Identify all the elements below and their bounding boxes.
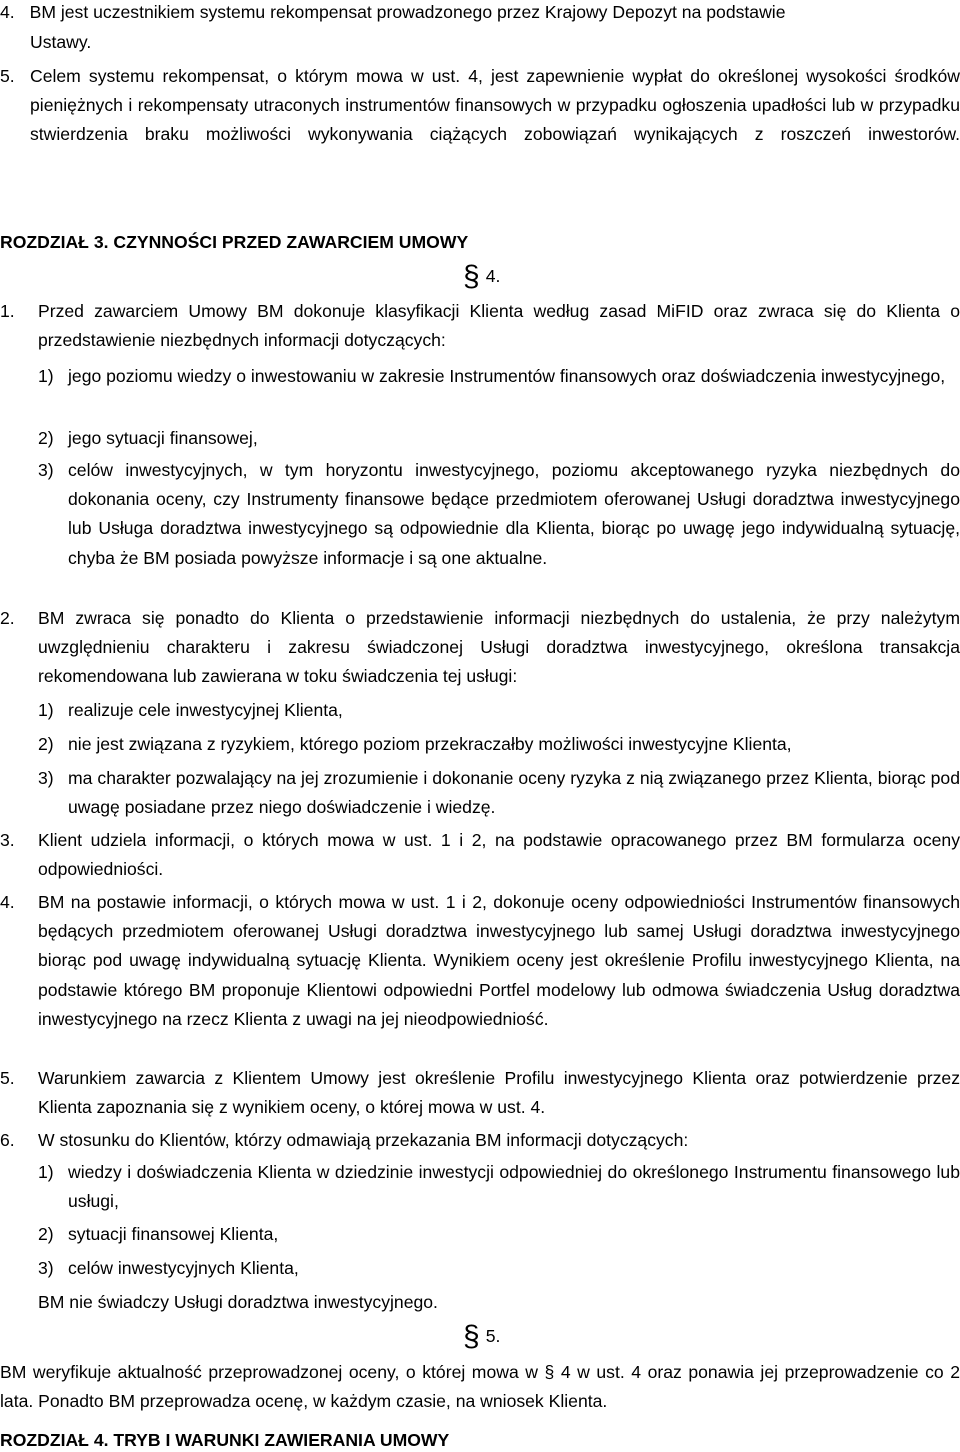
subitem-text: realizuje cele inwestycyjnej Klienta, xyxy=(68,700,343,720)
subitem-number: 2) xyxy=(38,428,54,448)
section-4-1-sub-1 xyxy=(38,362,960,391)
section-4-item-3 xyxy=(0,826,960,884)
section-4-item-2 xyxy=(0,604,960,692)
subitem-text: jego poziomu wiedzy o inwestowaniu w zakresie Instrumentów finansowych oraz doświadczenia inwestycyjnego, xyxy=(68,366,946,386)
item-number: 1. xyxy=(0,301,15,321)
section-4-item-4 xyxy=(0,888,960,1034)
section-heading xyxy=(463,1322,500,1352)
subitem-number: 1) xyxy=(38,700,54,720)
item-text: BM zwraca się ponadto do Klienta o przedstawienie informacji niezbędnych do ustalenia, że przy należytym uwzględnieniu charakteru i zakresu świadczonej Usługi doradztwa inwestycyjnego, określona transakcja rekomendowana lub zawierana w toku świadczenia tej usługi: xyxy=(38,608,960,687)
section-number: 5. xyxy=(485,1326,501,1346)
paragraph-text: BM weryfikuje aktualność przeprowadzonej oceny, o której mowa w § 4 w ust. 4 oraz ponawia jej przeprowadzenie co 2 lata. Ponadto BM przeprowadza ocenę, w każdym czasie, na wniosek Klienta. xyxy=(0,1362,960,1412)
section-4-2-sub-3 xyxy=(38,764,960,822)
subitem-number: 2) xyxy=(38,1224,54,1244)
section-4-6-sub-3 xyxy=(38,1254,960,1283)
subitem-number: 1) xyxy=(38,366,54,386)
subitem-text: nie jest związana z ryzykiem, którego poziom przekraczałby możliwości inwestycyjne Klienta, xyxy=(68,734,792,754)
subitem-text: celów inwestycyjnych Klienta, xyxy=(68,1258,299,1278)
section-4-item-5 xyxy=(0,1064,960,1122)
section-4-1-sub-3 xyxy=(38,456,960,573)
item-number: 3. xyxy=(0,830,15,850)
paragraph-number: 5. xyxy=(0,66,15,86)
section-number: 4. xyxy=(485,266,501,286)
section-4-item-1 xyxy=(0,297,960,355)
subitem-number: 2) xyxy=(38,734,54,754)
section-4-2-sub-2 xyxy=(38,730,960,759)
section-4-6-sub-2 xyxy=(38,1220,960,1249)
paragraph-5 xyxy=(0,62,960,150)
item-number: 6. xyxy=(0,1130,15,1150)
item-text: Przed zawarciem Umowy BM dokonuje klasyfikacji Klienta według zasad MiFID oraz zwraca się do Klienta o przedstawienie niezbędnych informacji dotyczących: xyxy=(38,301,960,351)
paragraph-text: BM jest uczestnikiem systemu rekompensat prowadzonego przez Krajowy Depozyt na podstawie xyxy=(29,2,786,22)
subitem-number: 3) xyxy=(38,460,54,480)
item-text: Klient udziela informacji, o których mowa w ust. 1 i 2, na podstawie opracowanego przez BM formularza oceny odpowiedniości. xyxy=(38,830,960,880)
subitem-number: 3) xyxy=(38,768,54,788)
subitem-text: wiedzy i doświadczenia Klienta w dziedzinie inwestycji odpowiedniej do określonego Instrumentu finansowego lub usługi, xyxy=(68,1162,960,1212)
section-4-6-closing: BM nie świadczy Usługi doradztwa inwestycyjnego. xyxy=(38,1292,438,1312)
item-number: 2. xyxy=(0,608,15,628)
section-4-item-6 xyxy=(0,1126,960,1155)
item-number: 5. xyxy=(0,1068,15,1088)
subitem-text: celów inwestycyjnych, w tym horyzontu inwestycyjnego, poziomu akceptowanego ryzyka niezbędnych do dokonania oceny, czy Instrumenty finansowe będące przedmiotem oferowanej Usługi doradztwa inwestycyjnego lub Usługa doradztwa inwestycyjnego są odpowiednie dla Klienta, biorąc po uwagę jego indywidualną sytuację, chyba że BM posiada powyższe informacje i są one aktualne. xyxy=(68,460,960,568)
section-4-1-sub-2 xyxy=(38,424,960,453)
subitem-number: 3) xyxy=(38,1258,54,1278)
item-text: BM na postawie informacji, o których mowa w ust. 1 i 2, dokonuje oceny odpowiedniości Instrumentów finansowych będących przedmiotem oferowanej Usługi doradztwa inwestycyjnego lub samej Usługi doradztwa inwestycyjnego biorąc pod uwagę indywidualną sytuację Klienta. Wynikiem oceny jest określenie Profilu inwestycyjnego Klienta, na podstawie którego BM proponuje Klientowi odpowiedni Portfel modelowy lub odmowa świadczenia Usług doradztwa inwestycyjnego na rzecz Klienta z uwagi na jej nieodpowiedniość. xyxy=(38,892,960,1029)
subitem-text: sytuacji finansowej Klienta, xyxy=(68,1224,279,1244)
section-4-6-sub-1 xyxy=(38,1158,960,1216)
paragraph-text xyxy=(30,62,960,150)
item-number: 4. xyxy=(0,892,15,912)
paragraph-body: Celem systemu rekompensat, o którym mowa w ust. 4, jest zapewnienie wypłat do określonej wysokości środków pieniężnych i rekompensaty utraconych instrumentów finansowych w przypadku ogłoszenia upadłości lub w przypadku stwierdzenia braku możliwości wykonywania ciążących zobowiązań wynikających z roszczeń inwestorów. xyxy=(30,66,960,145)
item-text: Warunkiem zawarcia z Klientem Umowy jest określenie Profilu inwestycyjnego Klienta oraz potwierdzenie przez Klienta zapoznania się z wynikiem oceny, o której mowa w ust. 4. xyxy=(38,1068,960,1118)
section-5-text xyxy=(0,1358,960,1416)
subitem-number: 1) xyxy=(38,1162,54,1182)
paragraph-number: 4. xyxy=(0,2,15,22)
paragraph-4-cont: Ustawy. xyxy=(30,32,92,52)
chapter-heading: ROZDZIAŁ 4. TRYB I WARUNKI ZAWIERANIA UMOWY xyxy=(0,1430,450,1450)
chapter-heading: ROZDZIAŁ 3. CZYNNOŚCI PRZED ZAWARCIEM UMOWY xyxy=(0,232,469,252)
section-sign-icon: § xyxy=(463,1320,480,1353)
subitem-text: ma charakter pozwalający na jej zrozumienie i dokonanie oceny ryzyka z nią związanego przez Klienta, biorąc pod uwagę posiadane przez niego doświadczenie i wiedzę. xyxy=(68,768,960,818)
section-sign-icon: § xyxy=(463,260,480,293)
section-heading xyxy=(463,262,500,292)
section-4-2-sub-1 xyxy=(38,696,960,725)
subitem-text: jego sytuacji finansowej, xyxy=(68,428,258,448)
paragraph-4 xyxy=(0,0,785,24)
item-text: W stosunku do Klientów, którzy odmawiają przekazania BM informacji dotyczących: xyxy=(38,1130,689,1150)
